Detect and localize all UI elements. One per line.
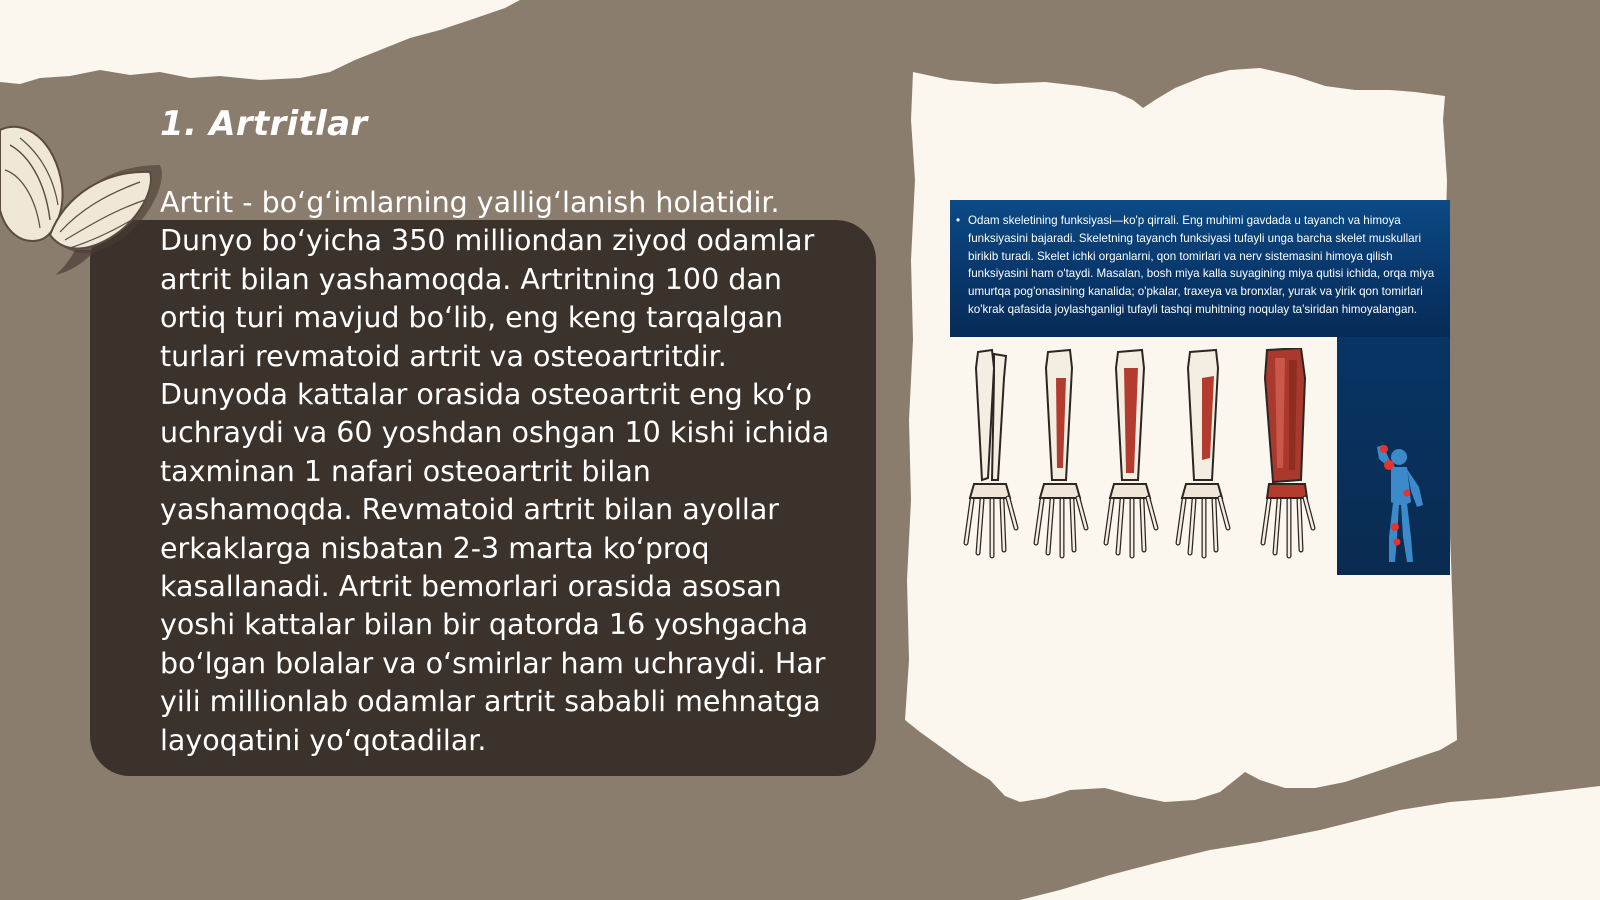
torn-paper-top-left [0,0,600,100]
figure-caption [956,212,1436,319]
skeleton-figure [950,200,1450,575]
figure-caption-text: Odam skeletining funksiyasi—ko'p qirrali. Eng muhimi gavdada u tayanch va himoya funksiyasini bajaradi. Skeletning tayanch funksiyasi tufayli unga barcha skelet muskullari birikib turadi. Skelet ichki organlarni, qon tomirlari va nerv sistemasini himoya qilish funksiyasini ham o'taydi. Masalan, bosh miya kalla suyagining miya qutisi ichida, orqa miya umurtqa pog'onasining kanalida; o'pkalar, traxeya va bronxlar, yurak va yirik qon tomirlari ko'krak qafasida joylashganligi tufayli tashqi muhitning noqulay ta'siridan himoyalangan. [968,214,1435,316]
body-paragraph: Artrit - bo‘g‘imlarning yallig‘lanish holatidir. Dunyo bo‘yicha 350 milliondan ziyod odamlar artrit bilan yashamoqda. Artritning 100 dan ortiq turi mavjud bo‘lib, eng keng tarqalgan turlari revmatoid artrit va osteoartritdir. Dunyoda kattalar orasida osteoartrit eng ko‘p uchraydi va 60 yoshdan oshgan 10 kishi ichida taxminan 1 nafari osteoartrit bilan yashamoqda. Revmatoid artrit bilan ayollar erkaklarga nisbatan 2-3 marta ko‘proq kasallanadi. Artrit bemorlari orasida asosan yoshi kattalar bilan bir qatorda 16 yoshgacha bo‘lgan bolalar va o‘smirlar ham uchraydi. Har yili millionlab odamlar artrit sababli mehnatga layoqatini yo‘qotadilar. [160,186,830,757]
butterfly-icon [0,110,170,280]
forearm-muscles-5 [1263,348,1313,556]
human-figure-image [1337,337,1450,575]
figure-side-panel [1337,337,1450,575]
slide-title: 1. Artritlar [160,104,368,144]
figure-caption-box [950,200,1450,337]
forearm-bones-2 [1036,350,1086,556]
caption-bullet: • [956,214,961,227]
forearm-bones-3 [1106,350,1156,556]
forearm-bones-image [950,348,1335,563]
forearm-bones-4 [1178,350,1228,556]
forearm-bones-1 [966,350,1016,556]
